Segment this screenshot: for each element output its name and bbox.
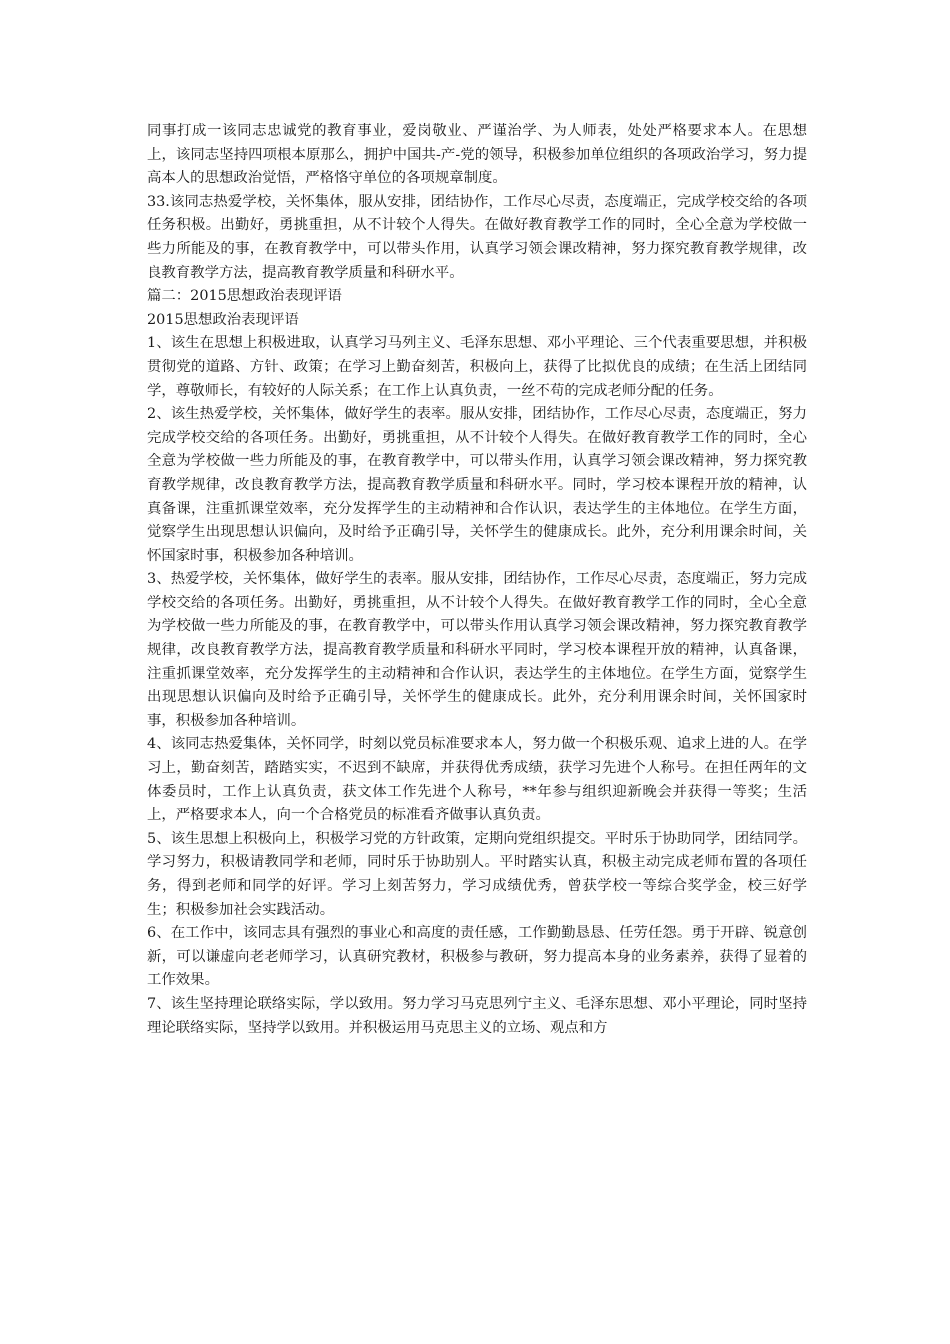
paragraph-item-1: 1、该生在思想上积极进取，认真学习马列主义、毛泽东思想、邓小平理论、三个代表重要思想，并积极贯彻党的道路、方针、政策；在学习上勤奋刻苦，积极向上，获得了比拟优良的成绩；在生活上团结同学，尊敬师长，有较好的人际关系；在工作上认真负责，一丝不苟的完成老师分配的任务。 bbox=[147, 335, 807, 399]
section-subheading: 2015思想政治表现评语 bbox=[147, 311, 299, 328]
paragraph-item-4: 4、该同志热爱集体，关怀同学，时刻以党员标准要求本人，努力做一个积极乐观、追求上进的人。在学习上，勤奋刻苦，踏踏实实，不迟到不缺席，并获得优秀成绩，获学习先进个人称号。在担任两年的文体委员时，工作上认真负责，获文体工作先进个人称号，**年参与组织迎新晚会并获得一等奖；生活上，严格要求本人，向一个合格党员的标准看齐做事认真负责。 bbox=[147, 736, 807, 824]
section-heading: 篇二：2015思想政治表现评语 bbox=[147, 288, 342, 305]
paragraph-item-6: 6、在工作中，该同志具有强烈的事业心和高度的责任感，工作勤勤恳恳、任劳任怨。勇于开辟、锐意创新，可以谦虚向老老师学习，认真研究教材，积极参与教研，努力提高本身的业务素养，获得了显着的工作效果。 bbox=[147, 925, 807, 989]
paragraph-item-7: 7、该生坚持理论联络实际，学以致用。努力学习马克思列宁主义、毛泽东思想、邓小平理论，同时坚持理论联络实际，坚持学以致用。并积极运用马克思主义的立场、观点和方 bbox=[147, 995, 807, 1036]
paragraph-item-33: 33.该同志热爱学校，关怀集体，服从安排，团结协作，工作尽心尽责，态度端正，完成学校交给的各项任务积极。出勤好，勇挑重担，从不计较个人得失。在做好教育教学工作的同时，全心全意为学校做一些力所能及的事，在教育教学中，可以带头作用，认真学习领会课改精神，努力探究教育教学规律，改良教育教学方法，提高教育教学质量和科研水平。 bbox=[147, 193, 807, 281]
paragraph-continuation: 同事打成一该同志忠诚党的教育事业，爱岗敬业、严谨治学、为人师表，处处严格要求本人。在思想上，该同志坚持四项根本原那么，拥护中国共-产-党的领导，积极参加单位组织的各项政治学习，努力提高本人的思想政治觉悟，严格恪守单位的各项规章制度。 bbox=[147, 123, 807, 187]
paragraph-item-2: 2、该生热爱学校，关怀集体，做好学生的表率。服从安排，团结协作，工作尽心尽责，态度端正，努力完成学校交给的各项任务。出勤好，勇挑重担，从不计较个人得失。在做好教育教学工作的同时，全心全意为学校做一些力所能及的事，在教育教学中，可以带头作用，认真学习领会课改精神，努力探究教育教学规律，改良教育教学方法，提高教育教学质量和科研水平。同时，学习校本课程开放的精神，认真备课，注重抓课堂效率，充分发挥学生的主动精神和合作认识，表达学生的主体地位。在学生方面，觉察学生出现思想认识偏向，及时给予正确引导，关怀学生的健康成长。此外，充分利用课余时间，关怀国家时事，积极参加各种培训。 bbox=[147, 406, 807, 564]
paragraph-item-5: 5、该生思想上积极向上，积极学习党的方针政策，定期向党组织提交。平时乐于协助同学，团结同学。学习努力，积极请教同学和老师，同时乐于协助别人。平时踏实认真，积极主动完成老师布置的各项任务，得到老师和同学的好评。学习上刻苦努力，学习成绩优秀，曾获学校一等综合奖学金，校三好学生；积极参加社会实践活动。 bbox=[147, 830, 807, 918]
paragraph-item-3: 3、热爱学校，关怀集体，做好学生的表率。服从安排，团结协作，工作尽心尽责，态度端正，努力完成学校交给的各项任务。出勤好，勇挑重担，从不计较个人得失。在做好教育教学工作的同时，全心全意为学校做一些力所能及的事，在教育教学中，可以带头作用认真学习领会课改精神，努力探究教育教学规律，改良教育教学方法，提高教育教学质量和科研水平同时，学习校本课程开放的精神，认真备课，注重抓课堂效率，充分发挥学生的主动精神和合作认识，表达学生的主体地位。在学生方面，觉察学生出现思想认识偏向及时给予正确引导，关怀学生的健康成长。此外，充分利用课余时间，关怀国家时事，积极参加各种培训。 bbox=[147, 571, 807, 729]
document-body bbox=[147, 120, 807, 1040]
